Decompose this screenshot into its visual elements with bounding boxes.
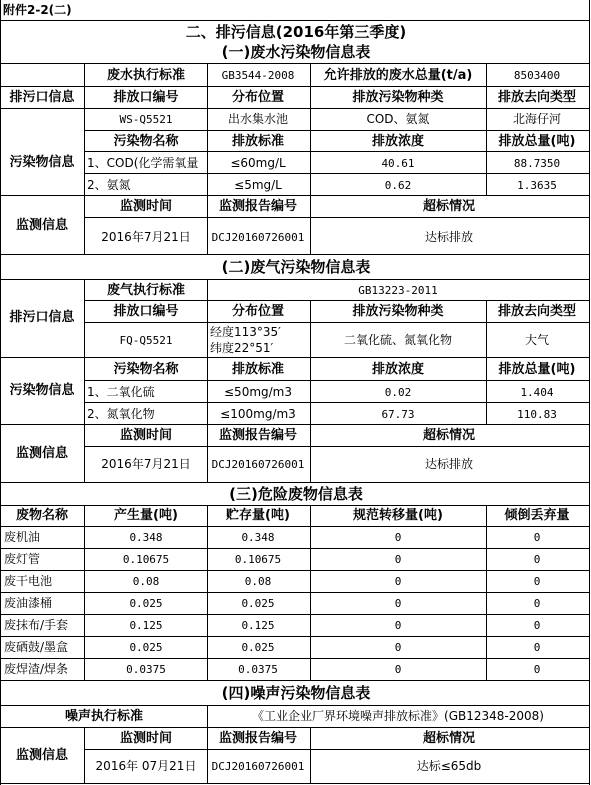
hz-row-dumped: 0 (533, 575, 541, 588)
hz-row-transferred: 0 (394, 553, 402, 566)
ww-pollutant-concentration: 0.62 (384, 179, 412, 192)
wastewater-heading: (一)废水污染物信息表 (221, 43, 371, 61)
hz-row-stored: 0.348 (241, 531, 275, 544)
ex-monitor-exceed: 达标排放 (424, 457, 474, 471)
ex-monitor-group-label: 监测信息 (15, 446, 69, 461)
ex-monitor-header-time: 监测时间 (119, 428, 173, 443)
ww-outlet-destination: 北海仔河 (512, 112, 562, 126)
page-title: 二、排污信息(2016年第三季度) (185, 23, 407, 41)
hz-row-name: 废硒鼓/墨盒 (4, 640, 69, 654)
ww-pollutant-concentration: 40.61 (381, 157, 415, 170)
ex-pollutant-header-concentration: 排放浓度 (371, 362, 425, 377)
hz-row-stored: 0.125 (241, 619, 275, 632)
ex-outlet-pollutants: 二氧化硫、氮氧化物 (343, 333, 453, 347)
hazardous-heading: (三)危险废物信息表 (229, 485, 363, 503)
ww-outlet-location: 出水集水池 (227, 112, 289, 126)
ww-pollutant-group-label: 污染物信息 (9, 155, 75, 170)
ww-monitor-time: 2016年7月21日 (101, 230, 191, 244)
hz-row-name: 废油漆桶 (4, 596, 53, 610)
ex-pollutant-standard: ≤100mg/m3 (220, 407, 296, 421)
hz-header-name: 废物名称 (15, 508, 69, 523)
ww-pollutant-header-name: 污染物名称 (113, 134, 179, 149)
ww-allowed-total-value: 8503400 (513, 69, 561, 82)
noise-standard-value: 《工业企业厂界环境噪声排放标准》(GB12348-2008) (252, 709, 544, 723)
hz-row-transferred: 0 (394, 619, 402, 632)
noise-monitor-report: DCJ20160726001 (211, 760, 305, 773)
noise-monitor-exceed: 达标≤65db (416, 759, 482, 773)
ex-pollutant-name: 1、二氧化硫 (87, 385, 155, 399)
ex-pollutant-standard: ≤50mg/m3 (224, 385, 292, 399)
noise-monitor-group-label: 监测信息 (15, 748, 69, 763)
hz-row-name: 废干电池 (4, 574, 53, 588)
ex-pollutant-total: 1.404 (520, 386, 554, 399)
ex-monitor-header-exceed: 超标情况 (422, 428, 476, 443)
ex-pollutant-group-label: 污染物信息 (9, 383, 75, 398)
ex-outlet-header-location: 分布位置 (231, 304, 285, 319)
hz-row-generated: 0.0375 (126, 663, 166, 676)
ww-outlet-header-pollutants: 排放污染物种类 (352, 90, 444, 105)
hz-row-stored: 0.08 (244, 575, 272, 588)
ww-outlet-header-id: 排放口编号 (113, 90, 179, 105)
hz-row-generated: 0.025 (129, 597, 163, 610)
hz-row-stored: 0.0375 (238, 663, 278, 676)
hz-row-name: 废灯管 (4, 552, 41, 566)
ex-outlet-latitude: 纬度22°51′ (210, 341, 274, 355)
hz-row-transferred: 0 (394, 663, 402, 676)
ex-standard-value: GB13223-2011 (358, 284, 438, 297)
ex-outlet-header-id: 排放口编号 (113, 304, 179, 319)
hz-row-name: 废焊渣/焊条 (4, 662, 69, 676)
ww-pollutant-header-concentration: 排放浓度 (371, 134, 425, 149)
ww-monitor-group-label: 监测信息 (15, 218, 69, 233)
hz-row-name: 废机油 (4, 530, 41, 544)
ww-pollutant-total: 88.7350 (513, 157, 561, 170)
ex-pollutant-total: 110.83 (517, 408, 557, 421)
ex-outlet-destination: 大气 (524, 333, 550, 347)
ww-pollutant-header-total: 排放总量(吨) (498, 134, 576, 149)
ex-monitor-report: DCJ20160726001 (211, 458, 305, 471)
noise-heading: (四)噪声污染物信息表 (221, 684, 371, 702)
hz-row-dumped: 0 (533, 663, 541, 676)
ex-pollutant-concentration: 0.02 (384, 386, 412, 399)
ex-outlet-id: FQ-Q5521 (119, 334, 173, 347)
ww-pollutant-standard: ≤5mg/L (234, 178, 282, 192)
hz-row-transferred: 0 (394, 531, 402, 544)
hz-row-generated: 0.10675 (122, 553, 170, 566)
hz-header-stored: 贮存量(吨) (226, 508, 290, 523)
noise-monitor-time: 2016年 07月21日 (95, 759, 197, 773)
ex-pollutant-name: 2、氮氧化物 (87, 407, 155, 421)
ww-monitor-header-exceed: 超标情况 (422, 199, 476, 214)
hz-row-stored: 0.10675 (234, 553, 282, 566)
ex-outlet-header-destination: 排放去向类型 (497, 304, 577, 319)
ex-outlet-header-pollutants: 排放污染物种类 (352, 304, 444, 319)
ex-monitor-header-report: 监测报告编号 (218, 428, 298, 443)
ww-monitor-header-report: 监测报告编号 (218, 199, 298, 214)
noise-monitor-header-report: 监测报告编号 (218, 731, 298, 746)
hz-row-transferred: 0 (394, 597, 402, 610)
hz-row-transferred: 0 (394, 641, 402, 654)
ww-monitor-report: DCJ20160726001 (211, 231, 305, 244)
ww-pollutant-standard: ≤60mg/L (230, 156, 286, 170)
hz-row-dumped: 0 (533, 553, 541, 566)
hz-row-generated: 0.348 (129, 531, 163, 544)
hz-row-name: 废抹布/手套 (4, 618, 69, 632)
ex-standard-label: 废气执行标准 (106, 283, 186, 298)
ww-pollutant-header-standard: 排放标准 (231, 134, 285, 149)
hz-row-dumped: 0 (533, 619, 541, 632)
hz-row-generated: 0.125 (129, 619, 163, 632)
hz-header-transferred: 规范转移量(吨) (353, 508, 443, 523)
hz-row-dumped: 0 (533, 531, 541, 544)
ww-allowed-total-label: 允许排放的废水总量(t/a) (323, 68, 473, 83)
ww-pollutant-name: 1、COD(化学需氧量 (87, 156, 199, 170)
ww-standard-value: GB3544-2008 (221, 69, 295, 82)
hz-header-generated: 产生量(吨) (114, 508, 178, 523)
hz-row-generated: 0.08 (132, 575, 160, 588)
ww-pollutant-name: 2、氨氮 (87, 178, 131, 192)
hz-row-generated: 0.025 (129, 641, 163, 654)
ww-monitor-exceed: 达标排放 (424, 230, 474, 244)
noise-monitor-header-exceed: 超标情况 (422, 731, 476, 746)
hz-row-dumped: 0 (533, 597, 541, 610)
ww-outlet-pollutants: COD、氨氮 (366, 112, 430, 126)
ww-outlet-header-location: 分布位置 (231, 90, 285, 105)
ww-outlet-id: WS-Q5521 (119, 113, 173, 126)
appendix-label: 附件2-2(二) (3, 3, 72, 17)
ex-pollutant-concentration: 67.73 (381, 408, 415, 421)
exhaust-heading: (二)废气污染物信息表 (221, 258, 371, 276)
hz-header-dumped: 倾倒丢弃量 (504, 508, 570, 523)
hz-row-dumped: 0 (533, 641, 541, 654)
ex-pollutant-header-name: 污染物名称 (113, 362, 179, 377)
ex-outlet-longitude: 经度113°35′ (210, 325, 281, 339)
ex-pollutant-header-total: 排放总量(吨) (498, 362, 576, 377)
hz-row-stored: 0.025 (241, 597, 275, 610)
noise-standard-label: 噪声执行标准 (64, 709, 144, 724)
ww-monitor-header-time: 监测时间 (119, 199, 173, 214)
ww-pollutant-total: 1.3635 (517, 179, 557, 192)
ww-standard-label: 废水执行标准 (106, 68, 186, 83)
ww-discharge-group-label: 排污口信息 (9, 90, 75, 105)
ex-pollutant-header-standard: 排放标准 (231, 362, 285, 377)
ex-discharge-group-label: 排污口信息 (9, 310, 75, 325)
hz-row-stored: 0.025 (241, 641, 275, 654)
noise-monitor-header-time: 监测时间 (119, 731, 173, 746)
ww-outlet-header-destination: 排放去向类型 (497, 90, 577, 105)
ex-monitor-time: 2016年7月21日 (101, 457, 191, 471)
hz-row-transferred: 0 (394, 575, 402, 588)
